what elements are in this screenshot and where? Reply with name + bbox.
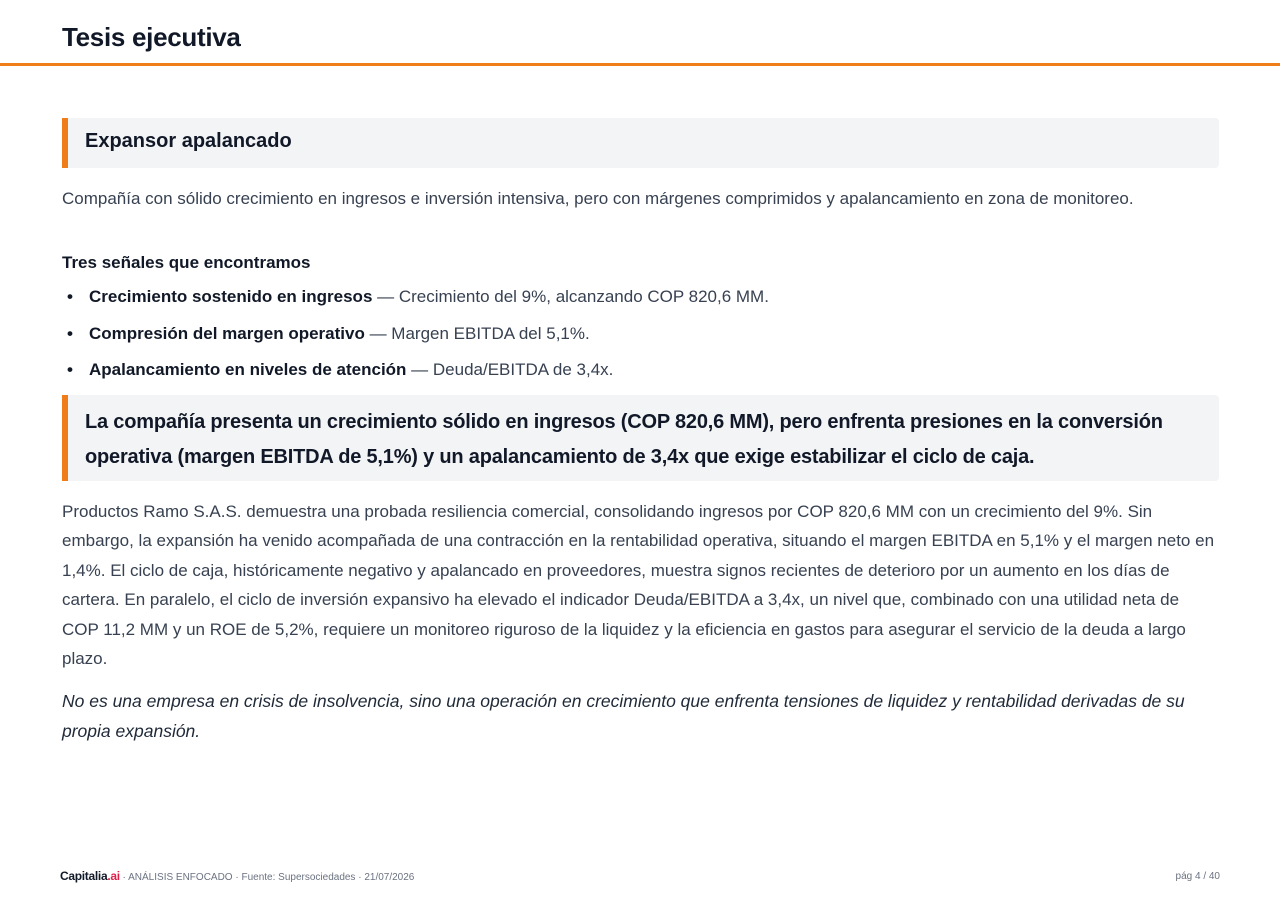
page-title: Tesis ejecutiva bbox=[62, 22, 241, 52]
analysis-paragraph: Productos Ramo S.A.S. demuestra una probada resiliencia comercial, consolidando ingresos por COP 820,6 MM con un crecimiento del 9%. Sin embargo, la expansión ha venido acompañada de una contracción en la rentabilidad operativa, situando el margen EBITDA en 5,1% y el margen neto en 1,4%. El ciclo de caja, históricamente negativo y apalancado en proveedores, muestra signos recientes de deterioro por un aumento en los días de cartera. En paralelo, el ciclo de inversión expansivo ha elevado el indicador Deuda/EBITDA a 3,4x, un nivel que, combinado con una utilidad neta de COP 11,2 MM y un ROE de 5,2%, requiere un monitoreo riguroso de la liquidez y la eficiencia en gastos para asegurar el servicio de la deuda a largo plazo. bbox=[62, 501, 1215, 668]
signal-title: Apalancamiento en niveles de atención bbox=[89, 360, 407, 379]
footer-left bbox=[60, 869, 414, 883]
profile-title: Expansor apalancado bbox=[85, 130, 292, 152]
list-item bbox=[62, 358, 1219, 382]
profile-callout bbox=[62, 118, 1219, 168]
brand-logo bbox=[60, 869, 120, 883]
page-header bbox=[0, 0, 1280, 66]
main-content bbox=[62, 118, 1219, 746]
closing-statement: No es una empresa en crisis de insolvencia, sino una operación en crecimiento que enfrenta tensiones de liquidez y rentabilidad derivadas de su propia expansión. bbox=[62, 690, 1185, 741]
brand-name: Capitalia bbox=[60, 869, 108, 883]
list-item bbox=[62, 322, 1219, 346]
signal-detail: — Crecimiento del 9%, alcanzando COP 820,6 MM. bbox=[372, 287, 769, 306]
brand-suffix: .ai bbox=[107, 869, 120, 883]
signals-list bbox=[62, 285, 1219, 382]
signals-heading: Tres señales que encontramos bbox=[62, 253, 311, 272]
signal-detail: — Margen EBITDA del 5,1%. bbox=[364, 323, 590, 343]
profile-description: Compañía con sólido crecimiento en ingresos e inversión intensiva, pero con márgenes comprimidos y apalancamiento en zona de monitoreo. bbox=[62, 189, 1134, 208]
signal-title: Compresión del margen operativo bbox=[89, 323, 365, 343]
page-footer bbox=[60, 869, 1220, 885]
thesis-callout bbox=[62, 395, 1219, 481]
signal-title: Crecimiento sostenido en ingresos bbox=[89, 287, 373, 306]
thesis-statement: La compañía presenta un crecimiento sólido en ingresos (COP 820,6 MM), pero enfrenta presiones en la conversión operativa (margen EBITDA de 5,1%) y un apalancamiento de 3,4x que exige estabilizar el ciclo de caja. bbox=[85, 410, 1163, 468]
footer-meta: · ANÁLISIS ENFOCADO · Fuente: Supersociedades · 21/07/2026 bbox=[119, 872, 415, 883]
list-item bbox=[62, 285, 1219, 309]
page-number: pág 4 / 40 bbox=[1175, 871, 1220, 882]
signal-detail: — Deuda/EBITDA de 3,4x. bbox=[406, 360, 614, 379]
